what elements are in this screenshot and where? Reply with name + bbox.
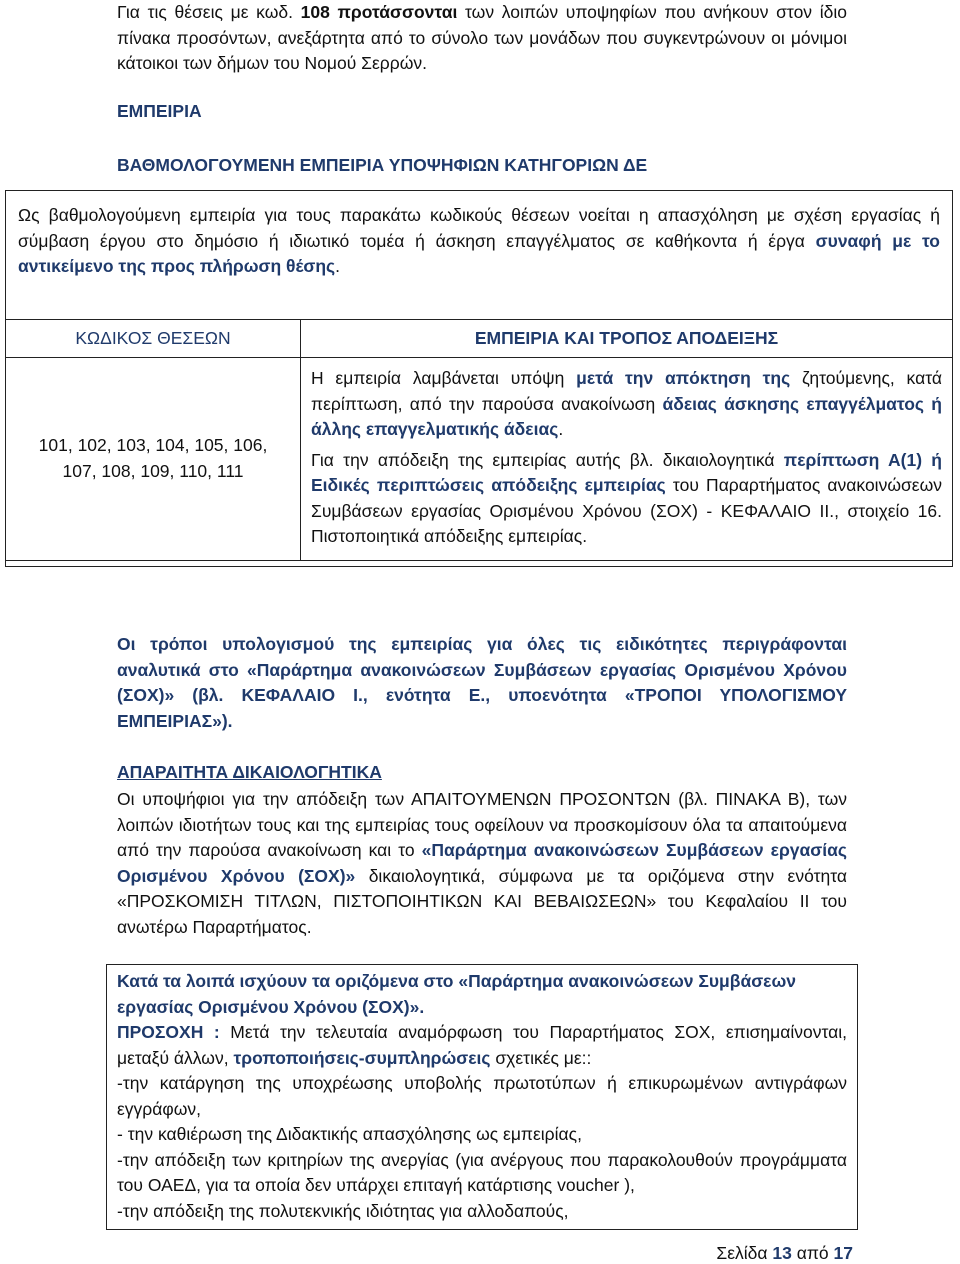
experience-definition xyxy=(18,203,940,280)
attention-bold: τροποποιήσεις-συμπληρώσεις xyxy=(233,1047,491,1068)
required-documents-paragraph xyxy=(117,787,847,940)
notice-box xyxy=(106,964,858,1230)
intro-paragraph xyxy=(117,0,847,77)
notice-item: -την απόδειξη της πολυτεκνικής ιδιότητας για αλλοδαπούς, xyxy=(117,1200,569,1221)
definition-bold: συναφή με το αντικείμενο της προς πλήρωση θέσης xyxy=(18,230,941,276)
req-text-end: δικαιολογητικά, σύμφωνα με τα οριζόμενα στην ενότητα «ΠΡΟΣΚΟΜΙΣΗ ΤΙΤΛΩΝ, ΠΙΣΤΟΠΟΙΗΤΙΚΩΝ ΚΑΙ ΒΕΒΑΙΩΣΕΩΝ» του Κεφαλαίου ΙΙ του ανωτέρω Παραρτήματος. xyxy=(117,865,847,937)
experience-proof xyxy=(311,448,942,550)
rule-text-2: ζητούμενης, κατά περίπτωση, από την παρούσα ανακοίνωση xyxy=(311,368,942,414)
experience-frame xyxy=(5,190,953,567)
proof-text: Για την απόδειξη της εμπειρίας αυτής βλ. δικαιολογητικά xyxy=(311,449,784,470)
notice-line-1 xyxy=(117,969,847,1020)
required-documents-heading: ΑΠΑΡΑΙΤΗΤΑ ΔΙΚΑΙΟΛΟΓΗΤΙΚΑ xyxy=(117,762,382,782)
codes-header: ΚΩΔΙΚΟΣ ΘΕΣΕΩΝ xyxy=(6,320,301,358)
notice-item: - την καθιέρωση της Διδακτικής απασχόλησης ως εμπειρίας, xyxy=(117,1124,582,1144)
attention-paragraph xyxy=(117,1020,847,1071)
table-row xyxy=(6,358,953,561)
intro-text: Για τις θέσεις με κωδ. xyxy=(117,2,301,22)
rule-end: . xyxy=(558,419,564,439)
position-codes: 101, 102, 103, 104, 105, 106, 107, 108, 109, 110, 111 xyxy=(6,358,301,561)
proof-bold: περίπτωση Α(1) ή Ειδικές περιπτώσεις απόδειξης εμπειρίας xyxy=(311,449,942,495)
notice-item: -την απόδειξη των κριτηρίων της ανεργίας (για ανέργους που παρακολουθούν προγράμματα του ΟΑΕΔ, για τα οποία δεν υπάρχει επιταγή κατάρτισης voucher ), xyxy=(117,1149,847,1195)
experience-header: ΕΜΠΕΙΡΙΑ ΚΑΙ ΤΡΟΠΟΣ ΑΠΟΔΕΙΞΗΣ xyxy=(301,320,953,358)
experience-heading: ΕΜΠΕΙΡΙΑ xyxy=(117,101,202,121)
notice-bold-line: Κατά τα λοιπά ισχύουν τα οριζόμενα στο «Παράρτημα ανακοινώσεων Συμβάσεων εργασίας Ορισμένου Χρόνου (ΣΟΧ)». xyxy=(117,971,796,1017)
intro-text-end: των λοιπών υποψηφίων που ανήκουν στον ίδιο πίνακα προσόντων, ανεξάρτητα από το σύνολο των μονάδων που συγκεντρώνουν οι μόνιμοι κάτοικοι των δήμων του Νομού Σερρών. xyxy=(117,2,847,73)
attention-text: Μετά την τελευταία αναμόρφωση του Παραρτήματος ΣΟΧ, επισημαίνονται, μεταξύ άλλων, xyxy=(117,1022,847,1068)
attention-label: ΠΡΟΣΟΧΗ : xyxy=(117,1022,220,1042)
definition-end: . xyxy=(335,256,341,276)
rule-bold-2: άδειας άσκησης επαγγέλματος ή άλλης επαγγελματικής άδειας xyxy=(311,393,942,439)
req-bold: «Παράρτημα ανακοινώσεων Συμβάσεων εργασίας Ορισμένου Χρόνου (ΣΟΧ)» xyxy=(117,840,847,886)
current-page: 13 xyxy=(772,1243,792,1263)
total-pages: 17 xyxy=(833,1243,853,1263)
definition-text: Ως βαθμολογούμενη εμπειρία για τους παρακάτω κωδικούς θέσεων νοείται η απασχόληση με σχέση εργασίας ή σύμβαση έργου στο δημόσιο ή ιδιωτικό τομέα ή άσκηση επαγγέλματος σε καθήκοντα ή έργα xyxy=(18,205,940,251)
page-label: Σελίδα xyxy=(716,1243,773,1263)
experience-rule xyxy=(311,366,942,443)
scored-experience-heading: ΒΑΘΜΟΛΟΓΟΥΜΕΝΗ ΕΜΠΕΙΡΙΑ ΥΠΟΨΗΦΙΩΝ ΚΑΤΗΓΟΡΙΩΝ ΔΕ xyxy=(117,155,648,175)
experience-proof-cell xyxy=(301,358,953,561)
proof-text-end: του Παραρτήματος ανακοινώσεων Συμβάσεων εργασίας Ορισμένου Χρόνου (ΣΟΧ) - ΚΕΦΑΛΑΙΟ ΙΙ., στοιχείο 16. Πιστοποιητικά απόδειξης εμπειρίας. xyxy=(311,475,942,546)
req-text: Οι υποψήφιοι για την απόδειξη των ΑΠΑΙΤΟΥΜΕΝΩΝ ΠΡΟΣΟΝΤΩΝ (βλ. ΠΙΝΑΚΑ Β), των λοιπών ιδιοτήτων τους και της εμπειρίας τους οφείλουν να προσκομίσουν όλα τα απαιτούμενα από την παρούσα ανακοίνωση και το xyxy=(117,789,847,860)
calculation-paragraph: Οι τρόποι υπολογισμού της εμπειρίας για όλες τις ειδικότητες περιγράφονται αναλυτικά στο «Παράρτημα ανακοινώσεων Συμβάσεων εργασίας Ορισμένου Χρόνου (ΣΟΧ)» (βλ. ΚΕΦΑΛΑΙΟ Ι., ενότητα Ε., υποενότητα «ΤΡΟΠΟΙ ΥΠΟΛΟΓΙΣΜΟΥ ΕΜΠΕΙΡΙΑΣ»). xyxy=(117,634,847,731)
rule-bold: μετά την απόκτηση της xyxy=(576,368,791,388)
attention-end: σχετικές με:: xyxy=(490,1047,592,1068)
notice-item: -την κατάργηση της υποχρέωσης υποβολής πρωτοτύπων ή επικυρωμένων αντιγράφων εγγράφων, xyxy=(117,1073,847,1119)
rule-text: Η εμπειρία λαμβάνεται υπόψη xyxy=(311,368,577,388)
table-header-row xyxy=(6,320,953,358)
experience-table xyxy=(5,319,953,561)
page-separator: από xyxy=(791,1243,834,1263)
intro-bold: 108 προτάσσονται xyxy=(300,2,458,22)
page-footer xyxy=(716,1243,853,1264)
